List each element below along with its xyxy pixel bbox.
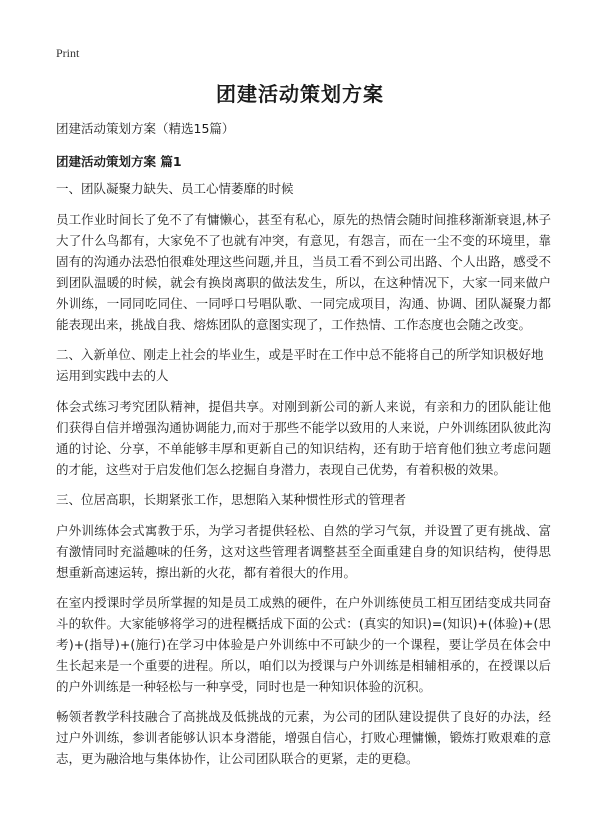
section-heading-2: 二、入新单位、刚走上社会的毕业生，或是平时在工作中总不能将自己的所学知识极好地运用到实践中去的人 <box>56 347 544 383</box>
paragraph-4: 在室内授课时学员所掌握的知是员工成熟的硬件，在户外训练使员工相互团结变成共同奋斗的软件。大家能够将学习的进程概括成下面的公式：(真实的知识)=(知识)+(体验)+(思考)+(指导)+(施行)在学习中体验是户外训练中不可缺少的一个课程，要让学员在体会中生长起来是一个重要的进程。所以，咱们以为授课与户外训练是相辅相承的，在授课以后的户外训练是一种轻松与一种享受，同时也是一种知识体验的沉积。 <box>56 595 551 694</box>
document-body <box>56 118 551 778</box>
section-heading-1: 一、团队凝聚力缺失、员工心情萎靡的时候 <box>56 181 294 196</box>
paragraph-3: 户外训练体会式寓教于乐，为学习者提供轻松、自然的学习气氛，并设置了更有挑战、富有激情同时充溢趣味的任务，这对这些管理者调整甚至全面重建自身的知识结构，使得思想重新高速运转，擦出新的火花，都有着很大的作用。 <box>56 523 551 580</box>
section-title: 团建活动策划方案 篇1 <box>56 154 182 169</box>
document-subtitle: 团建活动策划方案（精选15篇） <box>56 121 235 136</box>
paragraph-5: 畅领者教学科技融合了高挑战及低挑战的元素，为公司的团队建设提供了良好的办法，经过户外训练，参训者能够认识本身潜能，增强自信心，打败心理慵懒，锻炼打败艰难的意志，更为融洽地与集体协作，让公司团队联合的更紧，走的更稳。 <box>56 709 551 766</box>
paragraph-2: 体会式练习考究团队精神，提倡共享。对刚到新公司的新人来说，有亲和力的团队能让他们获得自信并增强沟通协调能力,而对于那些不能学以致用的人来说，户外训练团队彼此沟通的讨论、分享，不单能够丰厚和更新自己的知识结构，还有助于培育他们独立考虑问题的才能，这些对于启发他们怎么挖掘自身潜力，表现自己优势，有着积极的效果。 <box>56 399 551 477</box>
section-heading-3: 三、位居高职，长期紧张工作，思想陷入某种惯性形式的管理者 <box>56 492 407 507</box>
document-title: 团建活动策划方案 <box>216 82 384 106</box>
print-label: Print <box>56 46 80 60</box>
paragraph-1: 员工作业时间长了免不了有慵懒心，甚至有私心，原先的热情会随时间推移渐渐衰退,林子大了什么鸟都有，大家免不了也就有冲突，有意见，有怨言，而在一尘不变的环境里，靠固有的沟通办法恐怕很难处理这些问题,并且，当员工看不到公司出路、个人出路，感受不到团队温暖的时候，就会有换岗离职的做法发生，所以，在这种情况下，大家一同来做户外训练，一同同吃同住、一同呼口号唱队歌、一同完成项目，沟通、协调、团队凝聚力都能表现出来，挑战自我、熔炼团队的意图实现了，工作热情、工作态度也会随之改变。 <box>56 212 551 332</box>
